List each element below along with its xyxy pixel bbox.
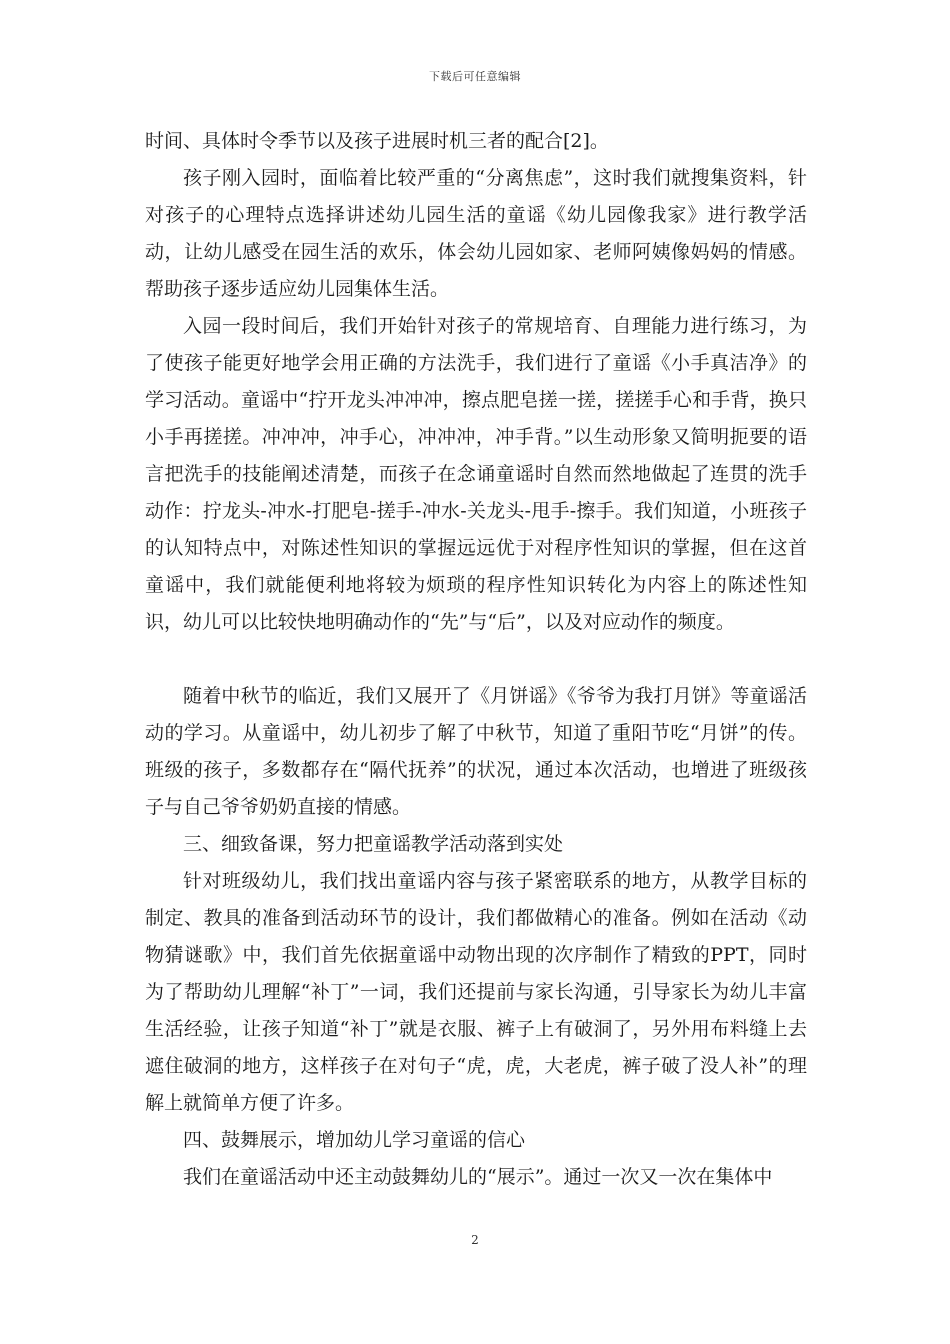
page-header: 下载后可任意编辑 [429, 70, 521, 83]
document-body [145, 123, 807, 1196]
paragraph-lesson-prep: 针对班级幼儿，我们找出童谣内容与孩子紧密联系的地方，从教学目标的制定、教具的准备到活动环节的设计，我们都做精心的准备。例如在活动《动物猜谜歌》中，我们首先依据童谣中动物出现的次序制作了精致的PPT，同时为了帮助幼儿理解“补丁”一词，我们还提前与家长沟通，引导家长为幼儿丰富生活经验，让孩子知道“补丁”就是衣服、裤子上有破洞了，另外用布料缝上去遮住破洞的地方，这样孩子在对句子“虎，虎，大老虎，裤子破了没人补”的理解上就简单方便了许多。 [145, 870, 807, 1114]
paragraph-showcase: 我们在童谣活动中还主动鼓舞幼儿的“展示”。通过一次又一次在集体中 [183, 1166, 773, 1188]
paragraph-continuation: 时间、具体时令季节以及孩子进展时机三者的配合[2]。 [145, 130, 609, 152]
paragraph-mid-autumn: 随着中秋节的临近，我们又展开了《月饼谣》《爷爷为我打月饼》等童谣活动的学习。从童谣中，幼儿初步了解了中秋节，知道了重阳节吃“月饼”的传。班级的孩子，多数都存在“隔代抚养”的状况，通过本次活动，也增进了班级孩子与自己爷爷奶奶直接的情感。 [145, 685, 807, 818]
paragraph-separation-anxiety: 孩子刚入园时，面临着比较严重的“分离焦虑”，这时我们就搜集资料，针对孩子的心理特点选择讲述幼儿园生活的童谣《幼儿园像我家》进行教学活动，让幼儿感受在园生活的欢乐，体会幼儿园如家、老师阿姨像妈妈的情感。帮助孩子逐步适应幼儿园集体生活。 [145, 167, 807, 300]
page-number: 2 [471, 1233, 479, 1247]
blank-line [145, 641, 807, 678]
section-heading-4: 四、鼓舞展示，增加幼儿学习童谣的信心 [183, 1129, 526, 1151]
paragraph-handwashing: 入园一段时间后，我们开始针对孩子的常规培育、自理能力进行练习，为了使孩子能更好地学会用正确的方法洗手，我们进行了童谣《小手真洁净》的学习活动。童谣中“拧开龙头冲冲冲，擦点肥皂搓一搓，搓搓手心和手背，换只小手再搓搓。冲冲冲，冲手心，冲冲冲，冲手背。”以生动形象又简明扼要的语言把洗手的技能阐述清楚，而孩子在念诵童谣时自然而然地做起了连贯的洗手动作：拧龙头-冲水-打肥皂-搓手-冲水-关龙头-甩手-擦手。我们知道，小班孩子的认知特点中，对陈述性知识的掌握远远优于对程序性知识的掌握，但在这首童谣中，我们就能便利地将较为烦琐的程序性知识转化为内容上的陈述性知识，幼儿可以比较快地明确动作的“先”与“后”，以及对应动作的频度。 [145, 315, 807, 633]
section-heading-3: 三、细致备课，努力把童谣教学活动落到实处 [183, 833, 564, 855]
